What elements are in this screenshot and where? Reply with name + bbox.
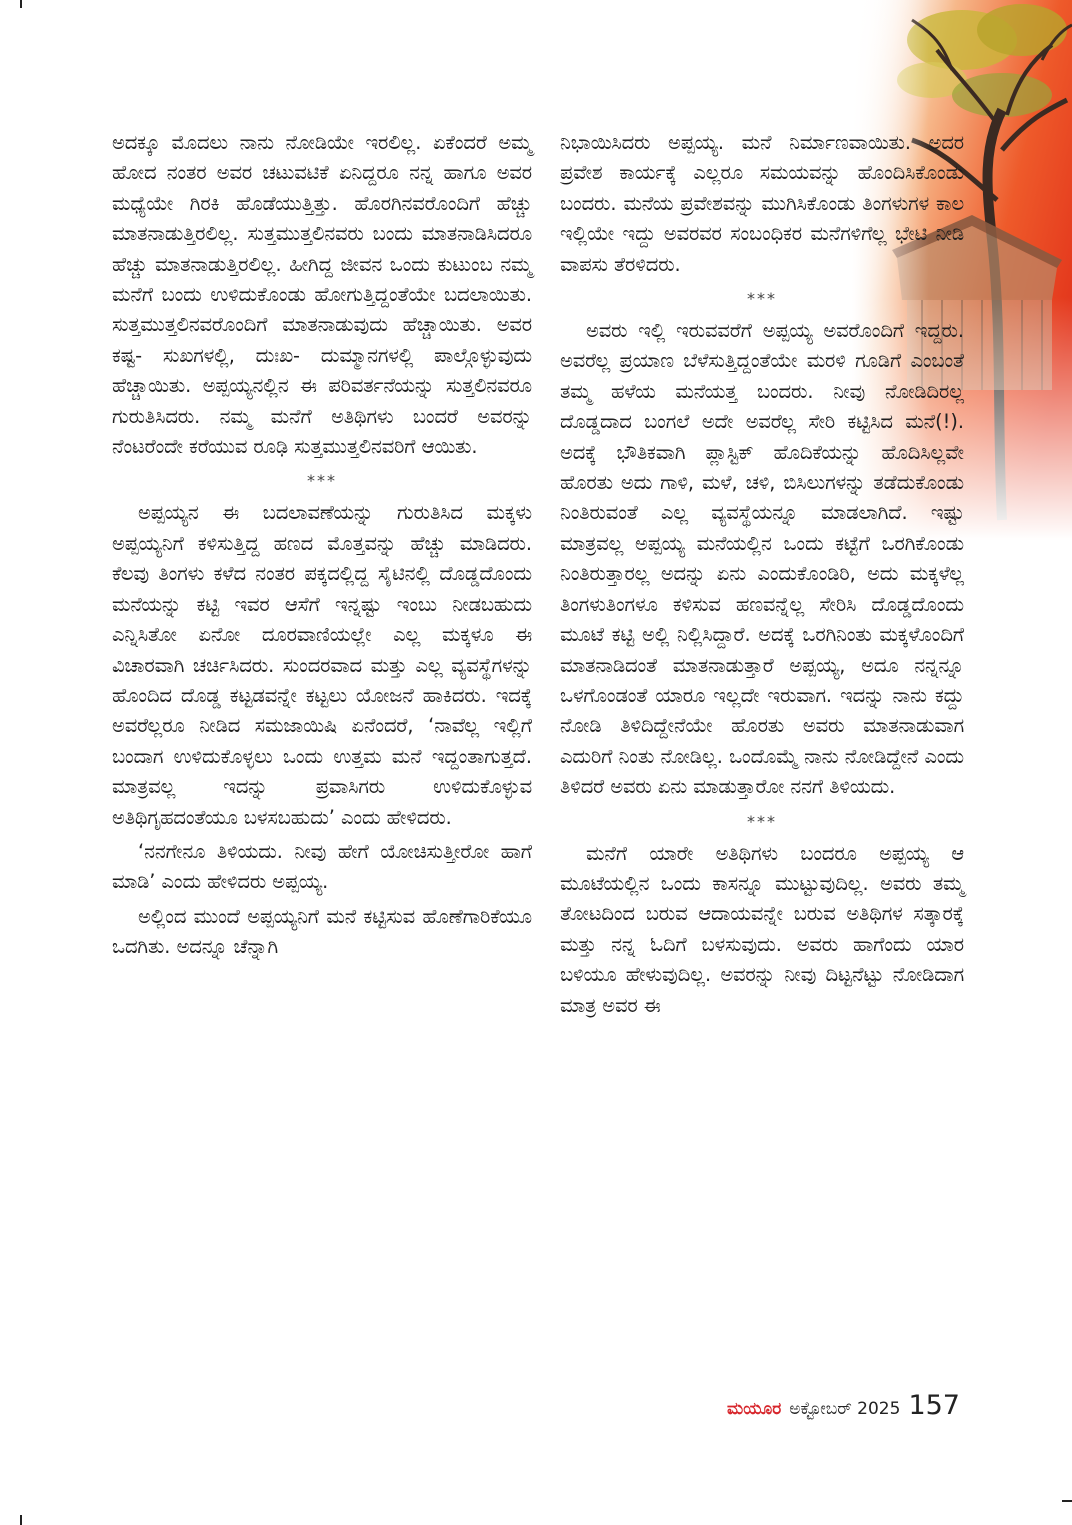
paragraph: ಅಲ್ಲಿಂದ ಮುಂದೆ ಅಪ್ಪಯ್ಯನಿಗೆ ಮನೆ ಕಟ್ಟಿಸುವ ಹೊಣೆಗಾರಿಕೆಯೂ ಒದಗಿತು. ಅದನ್ನೂ ಚೆನ್ನಾಗಿ xyxy=(112,904,532,959)
paragraph: ‘ನನಗೇನೂ ತಿಳಿಯದು. ನೀವು ಹೇಗೆ ಯೋಚಿಸುತ್ತೀರೋ ಹಾಗೆ ಮಾಡಿ’ ಎಂದು ಹೇಳಿದರು ಅಪ್ಪಯ್ಯ. xyxy=(112,839,532,894)
crop-mark-top-left xyxy=(20,0,22,8)
paragraph: ಮನೆಗೆ ಯಾರೇ ಅತಿಥಿಗಳು ಬಂದರೂ ಅಪ್ಪಯ್ಯ ಆ ಮೂಟೆಯಲ್ಲಿನ ಒಂದು ಕಾಸನ್ನೂ ಮುಟ್ಟುವುದಿಲ್ಲ. ಅವರು ತಮ್ಮ ತೋಟದಿಂದ ಬರುವ ಆದಾಯವನ್ನೇ ಬರುವ ಅತಿಥಿಗಳ ಸತ್ಕಾರಕ್ಕೆ ಮತ್ತು ನನ್ನ ಓದಿಗೆ ಬಳಸುವುದು. ಅವರು ಹಾಗೆಂದು ಯಾರ ಬಳಿಯೂ ಹೇಳುವುದಿಲ್ಲ. ಅವರನ್ನು ನೀವು ದಿಟ್ಟನೆಟ್ಟು ನೋಡಿದಾಗ ಮಾತ್ರ ಅವರ ಈ xyxy=(560,841,964,1017)
section-separator: *** xyxy=(307,471,337,491)
page-footer xyxy=(727,1390,960,1421)
paragraph: ಅಪ್ಪಯ್ಯನ ಈ ಬದಲಾವಣೆಯನ್ನು ಗುರುತಿಸಿದ ಮಕ್ಕಳು ಅಪ್ಪಯ್ಯನಿಗೆ ಕಳಿಸುತ್ತಿದ್ದ ಹಣದ ಮೊತ್ತವನ್ನು ಹೆಚ್ಚು ಮಾಡಿದರು. ಕೆಲವು ತಿಂಗಳು ಕಳೆದ ನಂತರ ಪಕ್ಕದಲ್ಲಿದ್ದ ಸೈಟಿನಲ್ಲಿ ದೊಡ್ಡದೊಂದು ಮನೆಯನ್ನು ಕಟ್ಟಿ ಇವರ ಆಸೆಗೆ ಇನ್ನಷ್ಟು ಇಂಬು ನೀಡಬಹುದು ಎನ್ನಿಸಿತೋ ಏನೋ ದೂರವಾಣಿಯಲ್ಲೇ ಎಲ್ಲ ಮಕ್ಕಳೂ ಈ ವಿಚಾರವಾಗಿ ಚರ್ಚಿಸಿದರು. ಸುಂದರವಾದ ಮತ್ತು ಎಲ್ಲ ವ್ಯವಸ್ಥೆಗಳನ್ನು ಹೊಂದಿದ ದೊಡ್ಡ ಕಟ್ಟಡವನ್ನೇ ಕಟ್ಟಲು ಯೋಜನೆ ಹಾಕಿದರು. ಇದಕ್ಕೆ ಅವರೆಲ್ಲರೂ ನೀಡಿದ ಸಮಜಾಯಿಷಿ ಏನೆಂದರೆ, ‘ನಾವೆಲ್ಲ ಇಲ್ಲಿಗೆ ಬಂದಾಗ ಉಳಿದುಕೊಳ್ಳಲು ಒಂದು ಉತ್ತಮ ಮನೆ ಇದ್ದಂತಾಗುತ್ತದೆ. ಮಾತ್ರವಲ್ಲ ಇದನ್ನು ಪ್ರವಾಸಿಗರು ಉಳಿದುಕೊಳ್ಳುವ ಅತಿಥಿಗೃಹದಂತೆಯೂ ಬಳಸಬಹುದು’ ಎಂದು ಹೇಳಿದರು. xyxy=(112,501,532,829)
section-separator: *** xyxy=(747,289,777,309)
page-number: 157 xyxy=(908,1390,960,1421)
crop-mark-bottom-left xyxy=(20,1515,22,1525)
paragraph: ನಿಭಾಯಿಸಿದರು ಅಪ್ಪಯ್ಯ. ಮನೆ ನಿರ್ಮಾಣವಾಯಿತು. ಅದರ ಪ್ರವೇಶ ಕಾರ್ಯಕ್ಕೆ ಎಲ್ಲರೂ ಸಮಯವನ್ನು ಹೊಂದಿಸಿಕೊಂಡು ಬಂದರು. ಮನೆಯ ಪ್ರವೇಶವನ್ನು ಮುಗಿಸಿಕೊಂಡು ತಿಂಗಳುಗಳ ಕಾಲ ಇಲ್ಲಿಯೇ ಇದ್ದು ಅವರವರ ಸಂಬಂಧಿಕರ ಮನೆಗಳಿಗೆಲ್ಲ ಭೇಟಿ ನೀಡಿ ವಾಪಸು ತೆರಳಿದರು. xyxy=(560,131,964,276)
section-separator: *** xyxy=(747,811,777,831)
crop-mark-bottom-right xyxy=(1062,1500,1072,1502)
article-left-column xyxy=(112,128,532,967)
article-right-column xyxy=(560,128,964,1025)
issue-date: ಅಕ್ಟೋಬರ್ 2025 xyxy=(789,1399,901,1419)
magazine-name: ಮಯೂರ xyxy=(727,1399,782,1419)
paragraph: ಅವರು ಇಲ್ಲಿ ಇರುವವರೆಗೆ ಅಪ್ಪಯ್ಯ ಅವರೊಂದಿಗೆ ಇದ್ದರು. ಅವರೆಲ್ಲ ಪ್ರಯಾಣ ಬೆಳೆಸುತ್ತಿದ್ದಂತೆಯೇ ಮರಳಿ ಗೂಡಿಗೆ ಎಂಬಂತೆ ತಮ್ಮ ಹಳೆಯ ಮನೆಯತ್ತ ಬಂದರು. ನೀವು ನೋಡಿದಿರಲ್ಲ ದೊಡ್ಡದಾದ ಬಂಗಲೆ ಅದೇ ಅವರೆಲ್ಲ ಸೇರಿ ಕಟ್ಟಿಸಿದ ಮನೆ(!). ಅದಕ್ಕೆ ಭೌತಿಕವಾಗಿ ಪ್ಲಾಸ್ಟಿಕ್ ಹೊದಿಕೆಯನ್ನು ಹೊದಿಸಿಲ್ಲವೇ ಹೊರತು ಅದು ಗಾಳಿ, ಮಳೆ, ಚಳಿ, ಬಿಸಿಲುಗಳನ್ನು ತಡೆದುಕೊಂಡು ನಿಂತಿರುವಂತೆ ಎಲ್ಲ ವ್ಯವಸ್ಥೆಯನ್ನೂ ಮಾಡಲಾಗಿದೆ. ಇಷ್ಟು ಮಾತ್ರವಲ್ಲ ಅಪ್ಪಯ್ಯ ಮನೆಯಲ್ಲಿನ ಒಂದು ಕಟ್ಟೆಗೆ ಒರಗಿಕೊಂಡು ನಿಂತಿರುತ್ತಾರಲ್ಲ ಅದನ್ನು ಏನು ಎಂದುಕೊಂಡಿರಿ, ಅದು ಮಕ್ಕಳೆಲ್ಲ ತಿಂಗಳುತಿಂಗಳೂ ಕಳಿಸುವ ಹಣವನ್ನೆಲ್ಲ ಸೇರಿಸಿ ದೊಡ್ಡದೊಂದು ಮೂಟೆ ಕಟ್ಟಿ ಅಲ್ಲಿ ನಿಲ್ಲಿಸಿದ್ದಾರೆ. ಅದಕ್ಕೆ ಒರಗಿನಿಂತು ಮಕ್ಕಳೊಂದಿಗೆ ಮಾತನಾಡಿದಂತೆ ಮಾತನಾಡುತ್ತಾರೆ ಅಪ್ಪಯ್ಯ, ಅದೂ ನನ್ನನ್ನೂ ಒಳಗೊಂಡಂತೆ ಯಾರೂ ಇಲ್ಲದೇ ಇರುವಾಗ. ಇದನ್ನು ನಾನು ಕದ್ದು ನೋಡಿ ತಿಳಿದಿದ್ದೇನೆಯೇ ಹೊರತು ಅವರು ಮಾತನಾಡುವಾಗ ಎದುರಿಗೆ ನಿಂತು ನೋಡಿಲ್ಲ. ಒಂದೊಮ್ಮೆ ನಾನು ನೋಡಿದ್ದೇನೆ ಎಂದು ತಿಳಿದರೆ ಅವರು ಏನು ಮಾಡುತ್ತಾರೋ ನನಗೆ ತಿಳಿಯದು. xyxy=(560,319,964,799)
paragraph: ಅದಕ್ಕೂ ಮೊದಲು ನಾನು ನೋಡಿಯೇ ಇರಲಿಲ್ಲ. ಏಕೆಂದರೆ ಅಮ್ಮ ಹೋದ ನಂತರ ಅವರ ಚಟುವಟಿಕೆ ಏನಿದ್ದರೂ ನನ್ನ ಹಾಗೂ ಅವರ ಮಧ್ಯೆಯೇ ಗಿರಕಿ ಹೊಡೆಯುತ್ತಿತ್ತು. ಹೊರಗಿನವರೊಂದಿಗೆ ಹೆಚ್ಚು ಮಾತನಾಡುತ್ತಿರಲಿಲ್ಲ. ಸುತ್ತಮುತ್ತಲಿನವರು ಬಂದು ಮಾತನಾಡಿಸಿದರೂ ಹೆಚ್ಚು ಮಾತನಾಡುತ್ತಿರಲಿಲ್ಲ. ಹೀಗಿದ್ದ ಜೀವನ ಒಂದು ಕುಟುಂಬ ನಮ್ಮ ಮನೆಗೆ ಬಂದು ಉಳಿದುಕೊಂಡು ಹೋಗುತ್ತಿದ್ದಂತೆಯೇ ಬದಲಾಯಿತು. ಸುತ್ತಮುತ್ತಲಿನವರೊಂದಿಗೆ ಮಾತನಾಡುವುದು ಹೆಚ್ಚಾಯಿತು. ಅವರ ಕಷ್ಟ- ಸುಖಗಳಲ್ಲಿ, ದುಃಖ- ದುಮ್ಮಾನಗಳಲ್ಲಿ ಪಾಲ್ಗೊಳ್ಳುವುದು ಹೆಚ್ಚಾಯಿತು. ಅಪ್ಪಯ್ಯನಲ್ಲಿನ ಈ ಪರಿವರ್ತನೆಯನ್ನು ಸುತ್ತಲಿನವರೂ ಗುರುತಿಸಿದರು. ನಮ್ಮ ಮನೆಗೆ ಅತಿಥಿಗಳು ಬಂದರೆ ಅವರನ್ನು ನೆಂಟರೆಂದೇ ಕರೆಯುವ ರೂಢಿ ಸುತ್ತಮುತ್ತಲಿನವರಿಗೆ ಆಯಿತು. xyxy=(112,131,532,459)
